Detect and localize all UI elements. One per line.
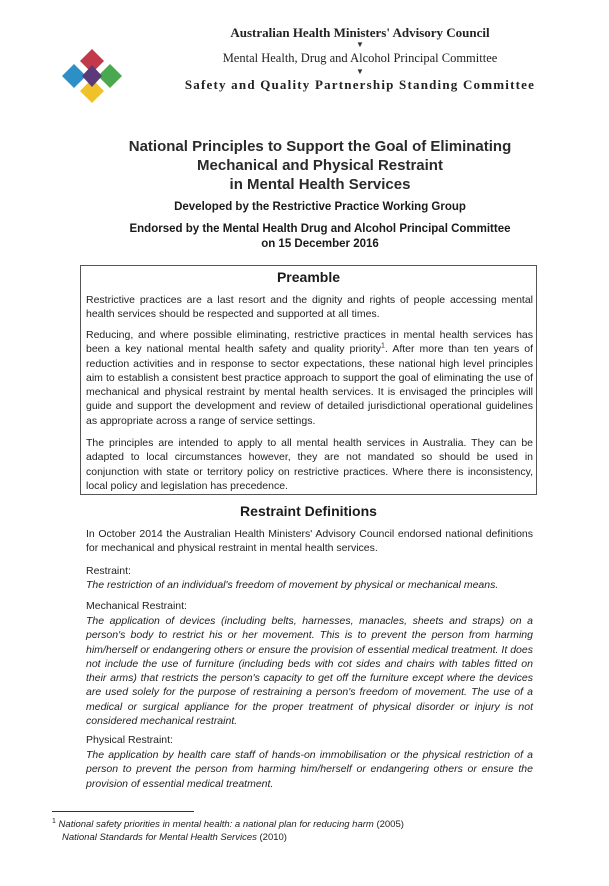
endorsement: Endorsed by the Mental Health Drug and Alcohol Principal Committee on 15 December 2016 bbox=[129, 223, 511, 250]
preamble-paragraph-1: Restrictive practices are a last resort and the dignity and rights of people accessing mental health services should be respected and supported at all times. bbox=[86, 294, 533, 321]
preamble-paragraph-3: The principles are intended to apply to all mental health services in Australia. They can be adapted to local circumstances however, they are not mandated so should be used in conjunction with state or territory policy on restrictive practices. Where there is inconsistency, local policy and legislation has precedence. bbox=[86, 437, 533, 492]
document-title: National Principles to Support the Goal of Eliminating Mechanical and Physical Restraint in Mental Health Services bbox=[128, 138, 512, 193]
ahmac-logo bbox=[60, 47, 124, 105]
restraint-label: Restraint: bbox=[86, 565, 131, 577]
developed-by: Developed by the Restrictive Practice Working Group bbox=[174, 201, 466, 213]
principal-committee-name: Mental Health, Drug and Alcohol Principal Committee bbox=[222, 51, 498, 65]
mechanical-restraint-label: Mechanical Restraint: bbox=[86, 600, 187, 612]
footnote-divider bbox=[52, 811, 194, 812]
logo-center-diamond bbox=[82, 65, 102, 87]
restraint-definition: The restriction of an individual's freedom of movement by physical or mechanical means. bbox=[86, 579, 499, 591]
preamble-heading: Preamble bbox=[276, 269, 341, 285]
council-name: Australian Health Ministers' Advisory Council bbox=[230, 25, 490, 40]
physical-restraint-definition: The application by health care staff of hands-on immobilisation or the physical restriction of a person to prevent the person from harming him/herself or endangering others or ensure the provision of essential medical treatment. bbox=[86, 749, 533, 790]
definitions-heading: Restraint Definitions bbox=[240, 503, 377, 519]
footnote-line-1: $^1$ National safety priorities in mental health: a national plan for reducing harm (2005) bbox=[52, 817, 404, 830]
physical-restraint-label: Physical Restraint: bbox=[86, 734, 173, 746]
definitions-intro: In October 2014 the Australian Health Ministers' Advisory Council endorsed national definitions for mechanical and physical restraint in mental health services. bbox=[86, 528, 533, 555]
standing-committee-name: Safety and Quality Partnership Standing Committee bbox=[184, 77, 536, 92]
arrow-down-icon: ▼ bbox=[356, 67, 364, 76]
footnote-ref: 1 bbox=[381, 342, 385, 350]
footnote-line-2: National Standards for Mental Health Services (2010) bbox=[62, 832, 287, 843]
preamble-paragraph-2: Reducing, and where possible eliminating, restrictive practices in mental health services has been a key national mental health safety and quality priority$^1$. After more than ten years of reduction activities and in response to sector expectations, these national high level principles aim to establish a consistent best practice approach to support the goal of eliminating the use of mechanical and physical restraint by mental health services. It is envisaged the principles will guide and support the development and review of detailed jurisdictional operational guidelines as appropriate across a range of service settings. bbox=[86, 329, 533, 427]
arrow-down-icon: ▼ bbox=[356, 40, 364, 49]
mechanical-restraint-definition: The application of devices (including belts, harnesses, manacles, sheets and straps) on a person's body to restrict his or her movement. This is to prevent the person from harming him/herself or endangering others or ensure the provision of essential medical treatment. It does not include the use of furniture (including beds with cot sides and chairs with tables fitted on their arms) that restricts the person's capacity to get off the furniture except where the devices are used solely for the purpose of restraining a person's freedom of movement. The use of a medical or surgical appliance for the proper treatment of physical disorder or injury is not considered mechanical restraint. bbox=[86, 615, 533, 728]
